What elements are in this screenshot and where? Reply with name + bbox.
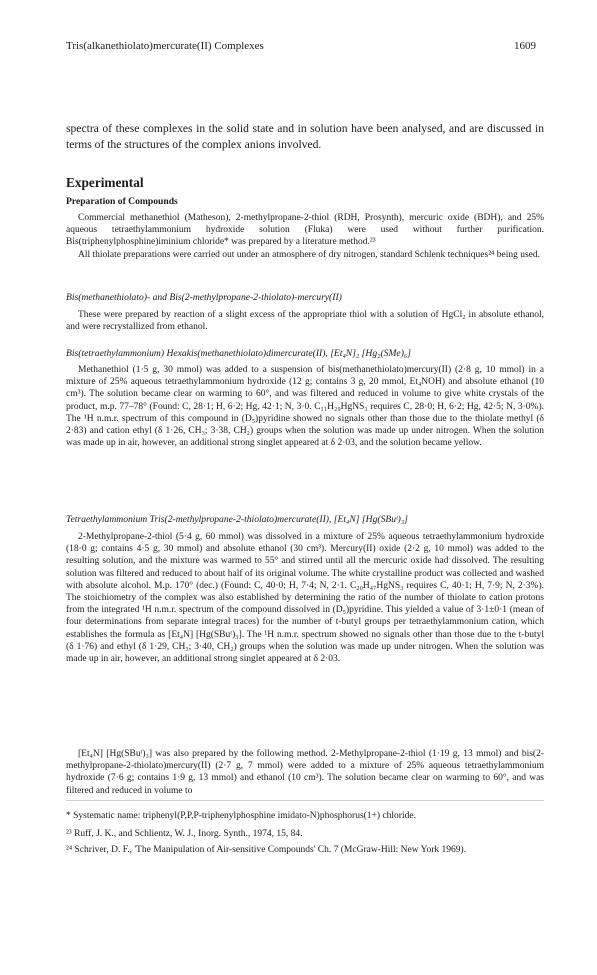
section-text-mercurate xyxy=(66,531,544,665)
preparation-heading: Preparation of Compounds xyxy=(66,196,178,207)
section-title-dimercurate: Bis(tetraethylammonium) Hexakis(methanethiolato)dimercurate(II), [Et₄N]₂ [Hg₂(SMe)₆] xyxy=(66,348,411,359)
paragraph-techniques xyxy=(66,249,544,261)
footnote-systematic-name: * Systematic name: triphenyl(P,P,P-triphenylphosphine imidato-N)phosphorus(1+) chloride. xyxy=(66,811,416,821)
intro-paragraph: spectra of these complexes in the solid state and in solution have been analysed, and are discussed in terms of the structures of the complex anions involved. xyxy=(66,122,544,151)
footnote-divider xyxy=(66,800,544,801)
materials-text: Commercial methanethiol (Matheson), 2-methylpropane-2-thiol (RDH, Prosynth), mercuric oxide (BDH), and 25% aqueous tetraethylammonium hydroxide solution (Fluka) were used without further purification. Bis(triphenylphosphine)iminium chloride* was prepared by a literature method.²³ xyxy=(66,213,544,248)
section2-body: Methanethiol (1·5 g, 30 mmol) was added to a suspension of bis(methanethiolato)mercury(II) (2·8 g, 10 mmol) in a mixture of 25% aqueous tetraethylammonium hydroxide (12 g; contains 3 g, 20 mmol, Et₄NOH) and absolute ethanol (10 cm³). The solution became clear on warming to 60°, and was filtered and reduced in volume to give white crystals of the product, m.p. 77–78° (Found: C, 28·1; H, 6·2; Hg, 42·1; N, 3·0. C₁₁H₂₉HgNS₃ requires C, 28·0; H, 6·2; Hg, 42·5; N, 3·0%). The ¹H n.m.r. spectrum of this compound in (D₅)pyridine showed no signals other than those due to the thiolate methyl (δ 2·83) and cation ethyl (δ 1·26, CH₃; 3·38, CH₂) groups when the solution was made up under nitrogen. When the solution was made up in air, however, an additional strong singlet appeared at δ 2·03, and the solution became yellow. xyxy=(66,365,544,449)
section1-body: These were prepared by reaction of a slight excess of the appropriate thiol with a solution of HgCl₂ in absolute ethanol, and were recrystallized from ethanol. xyxy=(66,310,544,333)
experimental-heading: Experimental xyxy=(66,175,144,190)
footnote-ref-24: ²⁴ Schriver, D. F., 'The Manipulation of Air-sensitive Compounds' Ch. 7 (McGraw-Hill: New York 1969). xyxy=(66,845,467,855)
section-text-dimercurate xyxy=(66,364,544,449)
section-text-mercurate-alt xyxy=(66,748,544,797)
page-number: 1609 xyxy=(514,40,536,52)
paragraph-materials xyxy=(66,212,544,249)
running-title: Tris(alkanethiolato)mercurate(II) Complexes xyxy=(66,40,264,52)
section3-body-1: 2-Methylpropane-2-thiol (5·4 g, 60 mmol) was dissolved in a mixture of 25% aqueous tetraethylammonium hydroxide (18·0 g; contains 4·5 g, 30 mmol) and absolute ethanol (30 cm³). Mercury(II) oxide (2·2 g, 10 mmol) was added to the resulting solution, and the mixture was warmed to 55° and stirred until all the mercuric oxide had dissolved. The resulting solution was filtered and reduced to about half of its original volume. The white crystalline product was collected and washed with absolute alcohol. M.p. 170° (dec.) (Found: C, 40·0; H, 7·4; N, 2·1. C₂₀H₄₇HgNS₃ requires C, 40·1; H, 7·9; N, 2·3%). The stoichiometry of the complex was also established by determining the ratio of the number of thiolate to cation protons from the integrated ¹H n.m.r. spectrum of the compound dissolved in (D₅)pyridine. This yielded a value of 3·1±0·1 (mean of four determinations from separate integral traces) for the number of t-butyl groups per tetraethylammonium cation, which establishes the formula as [Et₄N] [Hg(SBuᵗ)₃]. The ¹H n.m.r. spectrum showed no signals other than those due to the t-butyl (δ 1·76) and ethyl (δ 1·29, CH₃; 3·40, CH₂) groups when the solution was made up under nitrogen. When the solution was made up in air, however, an additional strong singlet appeared at δ 2·03. xyxy=(66,532,544,665)
section3-body-2: [Et₄N] [Hg(SBuᵗ)₃] was also prepared by the following method. 2-Methylpropane-2-thiol (1·19 g, 13 mmol) and bis(2-methylpropane-2-thiolato)mercury(II) (2·7 g, 7 mmol) were added to a mixture of 25% aqueous tetraethylammonium hydroxide (7·6 g; contains 1·9 g, 13 mmol) and ethanol (10 cm³). The solution became clear on warming to 60°, and was filtered and reduced in volume to xyxy=(66,749,544,796)
section-text-bis-mercury xyxy=(66,309,544,333)
section-title-mercurate: Tetraethylammonium Tris(2-methylpropane-2-thiolato)mercurate(II), [Et₄N] [Hg(SBuᵗ)₃] xyxy=(66,514,408,525)
section-title-bis-mercury: Bis(methanethiolato)- and Bis(2-methylpropane-2-thiolato)-mercury(II) xyxy=(66,292,342,303)
footnote-ref-23: ²³ Ruff, J. K., and Schlientz, W. J., Inorg. Synth., 1974, 15, 84. xyxy=(66,829,303,839)
techniques-text: All thiolate preparations were carried out under an atmosphere of dry nitrogen, standard Schlenk techniques²⁴ being used. xyxy=(78,250,541,260)
